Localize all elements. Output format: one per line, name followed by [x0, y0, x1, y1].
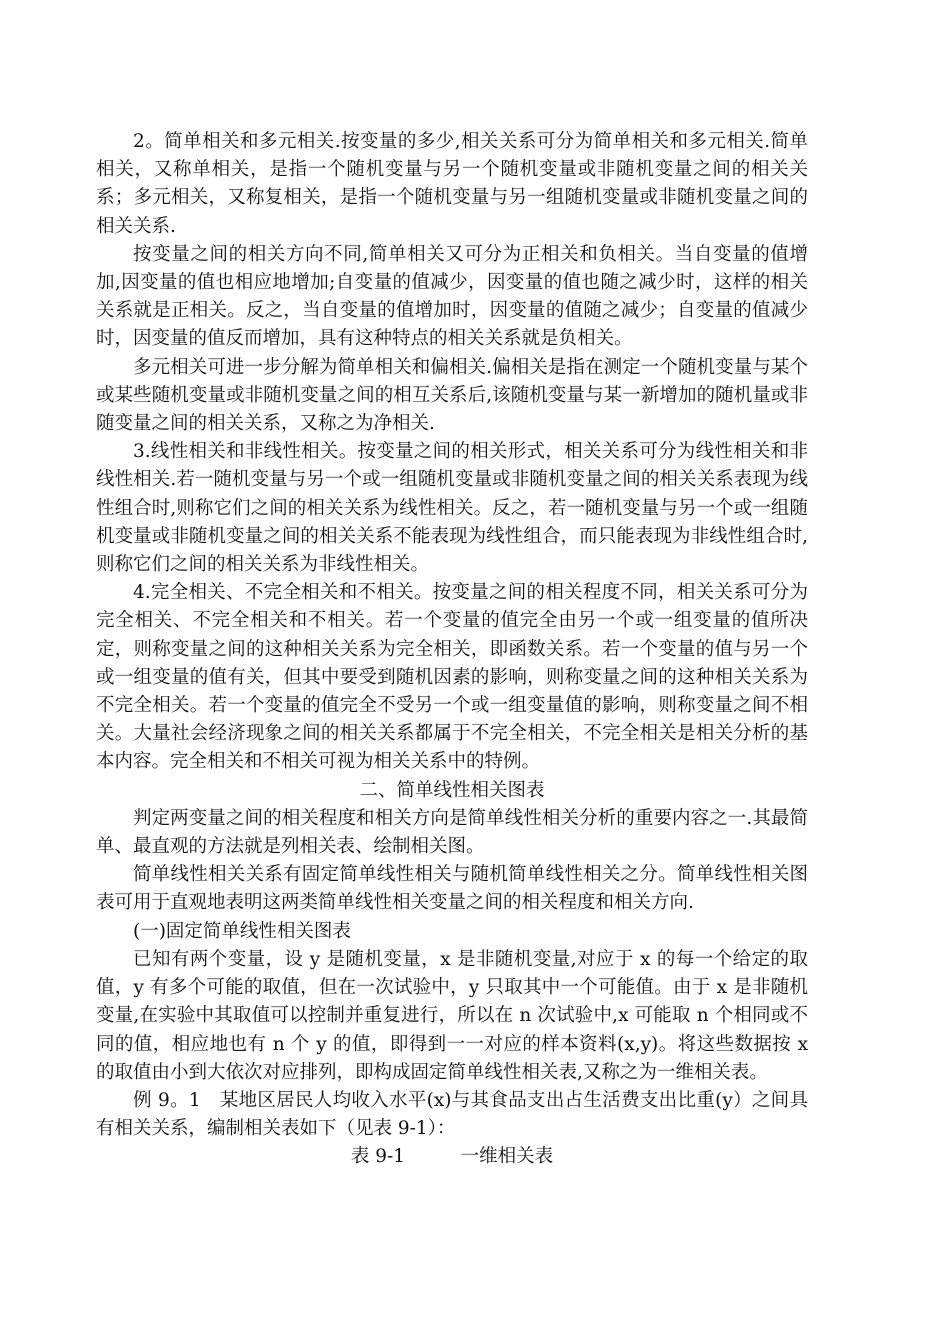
paragraph-positive-negative-correlation: 按变量之间的相关方向不同,简单相关又可分为正相关和负相关。当自变量的值增加,因变量的值也相应地增加;自变量的值减少，因变量的值也随之减少时，这样的相关关系就是正相关。反之，当自变量的值增加时，因变量的值随之减少；自变量的值减少时，因变量的值反而增加，具有这种特点的相关关系就是负相关。	[96, 243, 808, 350]
subheading-fixed-linear-charts: (一)固定简单线性相关图表	[133, 920, 351, 942]
section-heading-simple-linear-charts: 二、简单线性相关图表	[359, 779, 545, 801]
paragraph-simple-and-multiple-correlation: 2。简单相关和多元相关.按变量的多少,相关关系可分为简单相关和多元相关.简单相关，又称单相关，是指一个随机变量与另一个随机变量或非随机变量之间的相关关系；多元相关，又称复相关，是指一个随机变量与另一组随机变量或非随机变量之间的相关关系.	[96, 131, 808, 237]
paragraph-example-9-1: 例 9。1 某地区居民人均收入水平(x)与其食品支出占生活费支出比重(y）之间具有相关关系，编制相关表如下（见表 9-1）：	[96, 1089, 808, 1140]
table-caption: 表 9-1 一维相关表	[350, 1146, 554, 1168]
paragraph-correlation-table-method: 判定两变量之间的相关程度和相关方向是简单线性相关分析的重要内容之一.其最简单、最直观的方法就是列相关表、绘制相关图。	[96, 807, 808, 858]
paragraph-partial-correlation: 多元相关可进一步分解为简单相关和偏相关.偏相关是指在测定一个随机变量与某个或某些随机变量或非随机变量之间的相互关系后,该随机变量与某一新增加的随机量或非随变量之间的相关关系，又称之为净相关.	[96, 356, 808, 435]
paragraph-complete-incomplete-correlation: 4.完全相关、不完全相关和不相关。按变量之间的相关程度不同，相关关系可分为完全相关、不完全相关和不相关。若一个变量的值完全由另一个或一组变量的值所决定，则称变量之间的这种相关关系为完全相关，即函数关系。若一个变量的值与另一个或一组变量的值有关，但其中要受到随机因素的影响，则称变量之间的这种相关关系为不完全相关。若一个变量的值完全不受另一个或一组变量值的影响，则称变量之间不相关。大量社会经济现象之间的相关关系都属于不完全相关，不完全相关是相关分析的基本内容。完全相关和不相关可视为相关关系中的特例。	[96, 582, 808, 773]
document-page	[96, 128, 808, 1172]
paragraph-linear-nonlinear-correlation: 3.线性相关和非线性相关。按变量之间的相关形式，相关关系可分为线性相关和非线性相关.若一随机变量与另一个或一组随机变量或非随机变量之间的相关关系表现为线性组合时,则称它们之间的相关关系为线性相关。反之，若一随机变量与另一个或一组随机变量或非随机变量之间的相关关系不能表现为线性组合，而只能表现为非线性组合时,则称它们之间的相关关系为非线性相关。	[96, 441, 808, 576]
paragraph-fixed-random-linear: 简单线性相关关系有固定简单线性相关与随机简单线性相关之分。简单线性相关图表可用于直观地表明这两类简单线性相关变量之间的相关程度和相关方向.	[96, 864, 808, 914]
paragraph-one-dimensional-table: 已知有两个变量，设 y 是随机变量，x 是非随机变量,对应于 x 的每一个给定的取值，y 有多个可能的取值，但在一次试验中，y 只取其中一个可能值。由于 x 是非随机变量,在实验中其取值可以控制并重复进行，所以在 n 次试验中,x 可能取 n 个相同或不同的值，相应地也有 n 个 y 的值，即得到一一对应的样本资料(x,y)。将这些数据按 x 的取值由小到大依次对应排列，即构成固定简单线性相关表,又称之为一维相关表。	[96, 948, 808, 1083]
